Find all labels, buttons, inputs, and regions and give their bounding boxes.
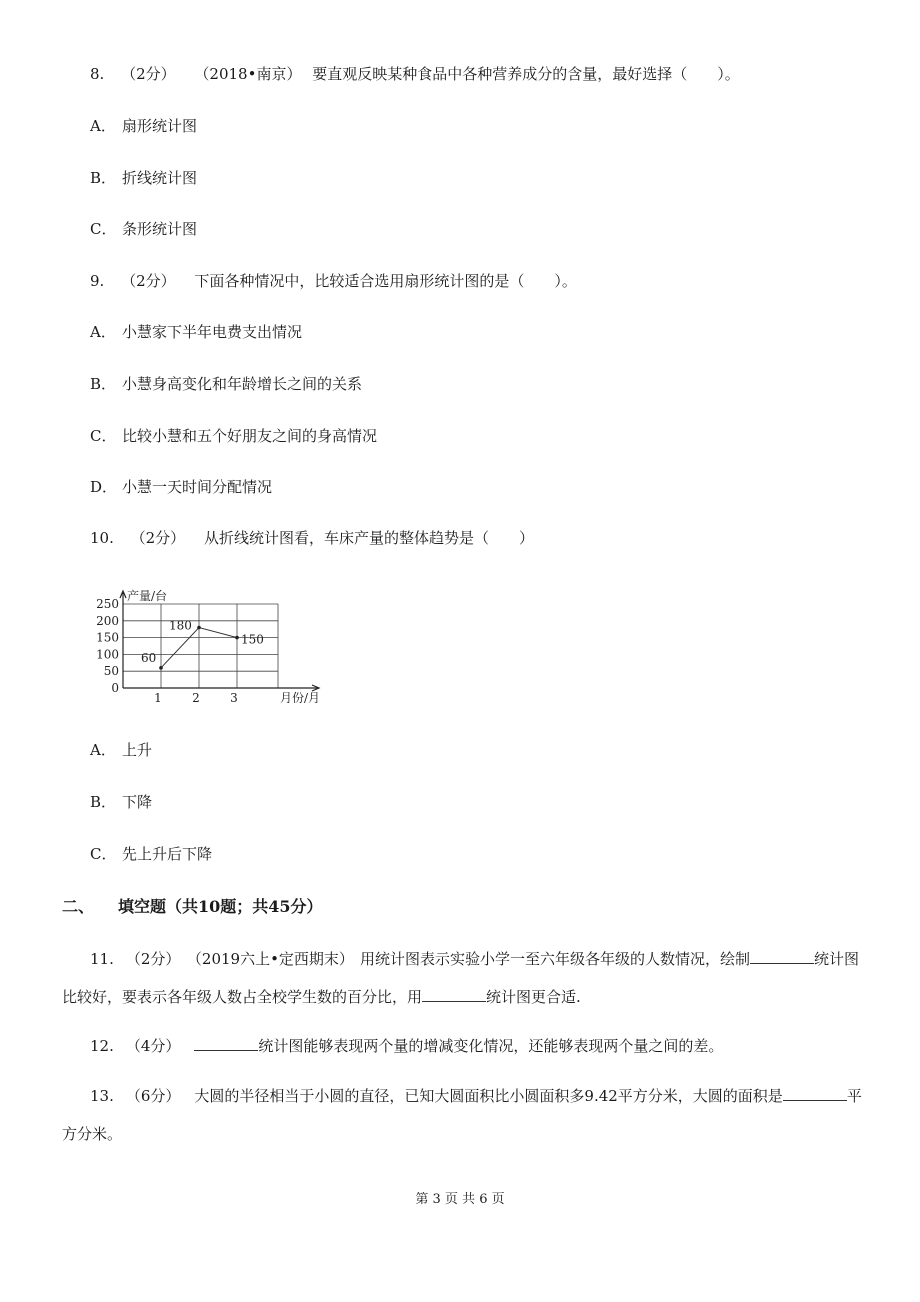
question-text: 要直观反映某种食品中各种营养成分的含量，最好选择（ ）。 [312,65,740,83]
data-point [159,666,163,670]
option-label: A． [90,323,116,341]
question-number: 10. [90,529,114,547]
question-text: 统计图比较好，要表示各年级人数占全校学生数的百分比，用 [62,950,859,1006]
question-9 [90,271,577,291]
section-heading [62,897,323,917]
option-label: A． [90,741,116,759]
option-text: 小慧身高变化和年龄增长之间的关系 [122,375,363,393]
question-text: 用统计图表示实验小学一至六年级各年级的人数情况，绘制 [359,950,750,968]
question-text: 大圆的半径相当于小圆的直径，已知大圆面积比小圆面积多9.42平方分米，大圆的面积是 [194,1087,783,1105]
option-10a [90,740,152,760]
option-8b [90,168,197,188]
option-label: C． [90,220,117,238]
option-label: A． [90,117,116,135]
question-score: （2分） [130,529,186,547]
option-label: D． [90,478,118,496]
option-text: 下降 [122,793,153,811]
option-10c [90,844,212,864]
option-text: 小慧家下半年电费支出情况 [122,323,303,341]
question-score: （4分） [125,1037,181,1055]
question-number: 8. [90,65,105,83]
question-number: 9. [90,272,105,290]
option-8a [90,116,197,136]
question-text: 从折线统计图看，车床产量的整体趋势是（ ） [203,529,534,547]
option-9b [90,374,362,394]
question-10 [90,528,534,548]
option-text: 扇形统计图 [122,117,198,135]
data-point [235,636,239,640]
y-tick-label: 0 [111,681,119,695]
x-tick-label: 2 [192,691,200,705]
answer-blank[interactable] [194,1036,258,1051]
x-axis-title: 月份/月 [280,691,321,705]
option-text: 上升 [122,741,153,759]
section-title: 填空题（共10题；共45分） [118,897,323,916]
option-label: B． [90,793,117,811]
option-text: 小慧一天时间分配情况 [122,478,273,496]
answer-blank[interactable] [750,949,814,964]
y-tick-label: 150 [96,630,119,645]
answer-blank[interactable] [783,1086,847,1101]
data-point [197,626,201,630]
data-label: 150 [241,632,264,647]
x-tick-label: 3 [230,691,238,705]
question-number: 12. [90,1037,114,1055]
option-text: 条形统计图 [122,220,198,238]
y-tick-label: 100 [96,647,119,662]
y-tick-label: 250 [96,597,119,611]
option-label: C． [90,845,117,863]
question-text: 统计图能够表现两个量的增减变化情况，还能够表现两个量之间的差。 [258,1037,724,1055]
option-label: C． [90,427,117,445]
question-score: （2分） [121,272,176,290]
option-label: B． [90,169,117,187]
y-axis-title: 产量/台 [127,589,168,603]
question-13 [62,1077,862,1153]
option-9d [90,477,272,497]
line-chart [88,580,338,710]
question-source: （2018•南京） [194,65,302,83]
option-9a [90,322,302,342]
option-label: B． [90,375,117,393]
question-number: 11. [90,950,114,968]
question-11 [62,940,862,1016]
answer-blank[interactable] [422,987,486,1002]
option-10b [90,792,152,812]
option-8c [90,219,197,239]
question-score: （2分） [125,950,181,968]
option-text: 比较小慧和五个好朋友之间的身高情况 [122,427,378,445]
x-tick-label: 1 [154,691,162,705]
question-source: （2019六上•定西期末） [194,950,354,968]
y-tick-label: 200 [96,613,119,628]
data-label: 60 [141,650,157,665]
option-9c [90,426,377,446]
question-score: （6分） [125,1087,181,1105]
question-score: （2分） [121,65,176,83]
y-tick-label: 50 [103,664,119,679]
section-number: 二、 [62,897,95,916]
question-number: 13. [90,1087,114,1105]
question-8 [90,64,740,84]
chart-axes [120,591,319,691]
page-footer: 第 3 页 共 6 页 [415,1192,505,1207]
option-text: 先上升后下降 [122,845,213,863]
data-label: 180 [169,618,192,633]
question-text: 下面各种情况中，比较适合选用扇形统计图的是（ ）。 [194,272,577,290]
question-text: 统计图更合适. [486,988,581,1006]
option-text: 折线统计图 [122,169,198,187]
question-text: 平方分米。 [62,1087,862,1143]
question-12 [90,1036,723,1056]
